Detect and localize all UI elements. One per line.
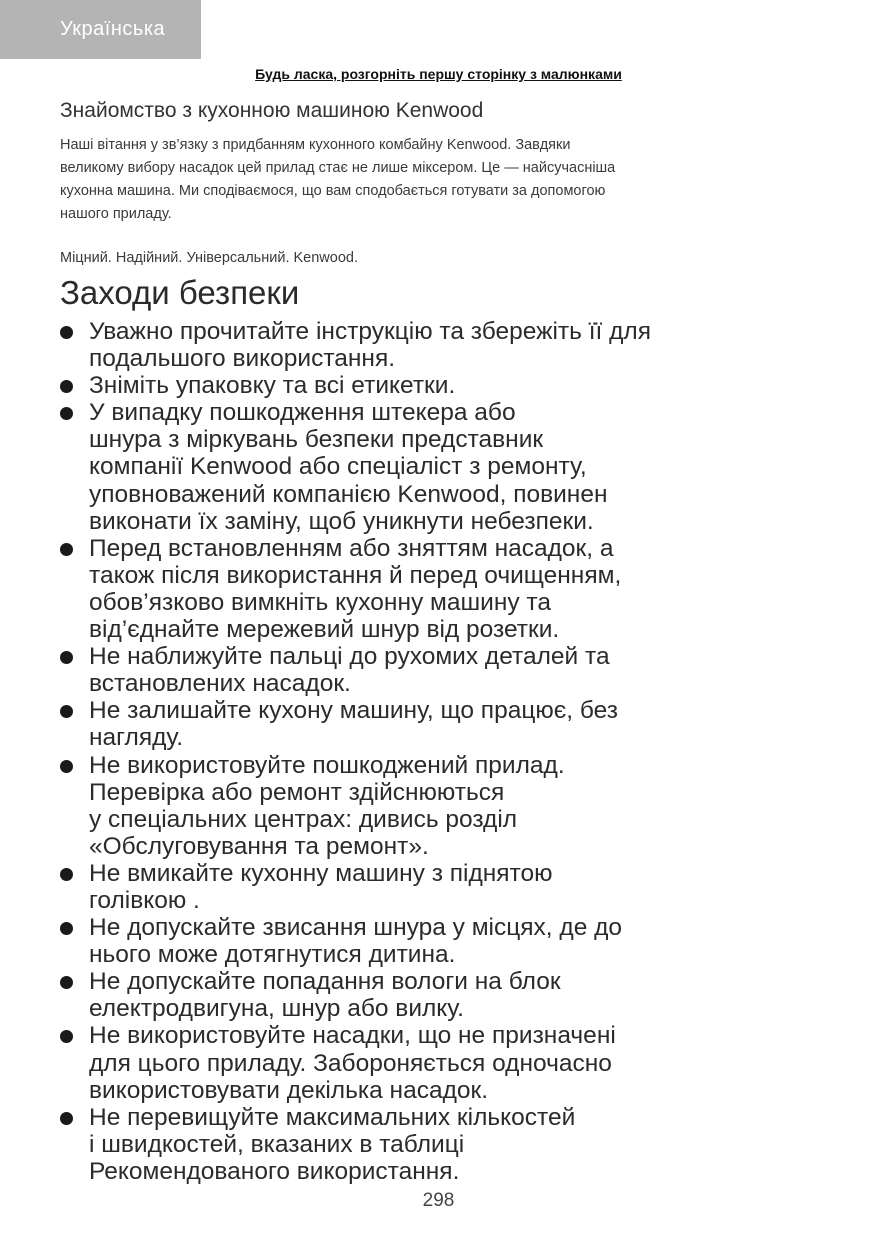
page-number: 298 — [422, 1190, 455, 1211]
safety-item-line: шнура з міркувань безпеки представник — [89, 426, 544, 454]
safety-item — [60, 399, 820, 534]
safety-item — [60, 752, 820, 860]
safety-item — [60, 1104, 820, 1185]
safety-item-line: обов’язково вимкніть кухонну машину та — [89, 588, 551, 616]
language-tab — [0, 0, 201, 59]
language-label: Українська — [60, 18, 166, 40]
unfold-instruction: Будь ласка, розгорніть першу сторінку з малюнками — [255, 66, 622, 82]
safety-item-line: електродвигуна, шнур або вилку. — [89, 995, 464, 1023]
safety-item — [60, 1022, 820, 1103]
intro-paragraph — [60, 134, 780, 226]
safety-item-line: Перед встановленням або зняттям насадок, а — [89, 534, 614, 562]
safety-item — [60, 643, 820, 697]
safety-item-line: голівкою . — [89, 886, 200, 914]
safety-item-line: Рекомендованого використання. — [89, 1157, 460, 1185]
safety-item-line: встановлених насадок. — [89, 670, 351, 698]
bullet-icon — [60, 326, 73, 339]
bullet-icon — [60, 1030, 73, 1043]
safety-item-line: Не допускайте попадання вологи на блок — [89, 968, 561, 996]
safety-item-line: для цього приладу. Забороняється одночасно — [89, 1049, 612, 1077]
safety-item-line: Не перевищуйте максимальних кількостей — [89, 1103, 576, 1131]
safety-title: Заходи безпеки — [60, 274, 300, 311]
safety-item-line: Зніміть упаковку та всі етикетки. — [89, 372, 456, 400]
safety-item-line: Не залишайте кухону машину, що працює, без — [89, 697, 618, 725]
safety-item-line: використовувати декілька насадок. — [89, 1076, 489, 1104]
bullet-icon — [60, 922, 73, 935]
intro-line: Наші вітання у зв’язку з придбанням кухонного комбайну Kenwood. Завдяки — [60, 137, 571, 153]
safety-item-line: Не допускайте звисання шнура у місцях, де до — [89, 914, 623, 942]
safety-item-line: Не вмикайте кухонну машину з піднятою — [89, 859, 553, 887]
safety-item-line: від’єднайте мережевий шнур від розетки. — [89, 616, 560, 644]
intro-title: Знайомство з кухонною машиною Kenwood — [60, 99, 484, 122]
safety-item — [60, 697, 820, 751]
safety-item-line: подальшого використання. — [89, 345, 396, 373]
safety-item-line: компанії Kenwood або спеціаліст з ремонту, — [89, 453, 587, 481]
safety-item — [60, 968, 820, 1022]
bullet-icon — [60, 705, 73, 718]
safety-item — [60, 914, 820, 968]
bullet-icon — [60, 760, 73, 773]
bullet-icon — [60, 1112, 73, 1125]
bullet-icon — [60, 868, 73, 881]
safety-item-line: Не використовуйте пошкоджений прилад. — [89, 751, 565, 779]
safety-list — [60, 318, 820, 1185]
safety-item-line: Перевірка або ремонт здійснюються — [89, 778, 505, 806]
safety-item-line: нагляду. — [89, 724, 184, 752]
bullet-icon — [60, 380, 73, 393]
intro-line: великому вибору насадок цей прилад стає не лише міксером. Це — найсучасніша — [60, 160, 616, 176]
safety-item-line: У випадку пошкодження штекера або — [89, 399, 516, 427]
bullet-icon — [60, 976, 73, 989]
safety-item-line: у спеціальних центрах: дивись розділ — [89, 805, 518, 833]
bullet-icon — [60, 407, 73, 420]
safety-item-line: «Обслуговування та ремонт». — [89, 832, 429, 860]
intro-line: нашого приладу. — [60, 206, 172, 222]
safety-item — [60, 318, 820, 372]
safety-item-line: Не використовуйте насадки, що не призначені — [89, 1022, 616, 1050]
safety-item-line: також після використання й перед очищенням, — [89, 561, 622, 589]
bullet-icon — [60, 651, 73, 664]
safety-item — [60, 860, 820, 914]
safety-item-line: виконати їх заміну, щоб уникнути небезпеки. — [89, 507, 594, 535]
safety-item-line: і швидкостей, вказаних в таблиці — [89, 1130, 465, 1158]
bullet-icon — [60, 543, 73, 556]
tagline: Міцний. Надійний. Універсальний. Kenwood. — [60, 250, 358, 266]
safety-item-line: уповноважений компанією Kenwood, повинен — [89, 480, 608, 508]
intro-line: кухонна машина. Ми сподіваємося, що вам сподобається готувати за допомогою — [60, 183, 606, 199]
safety-item-line: Уважно прочитайте інструкцію та збережіть її для — [89, 318, 651, 345]
safety-item-line: Не наближуйте пальці до рухомих деталей та — [89, 643, 610, 671]
safety-item — [60, 372, 820, 399]
safety-item — [60, 535, 820, 643]
safety-item-line: нього може дотягнутися дитина. — [89, 941, 456, 969]
